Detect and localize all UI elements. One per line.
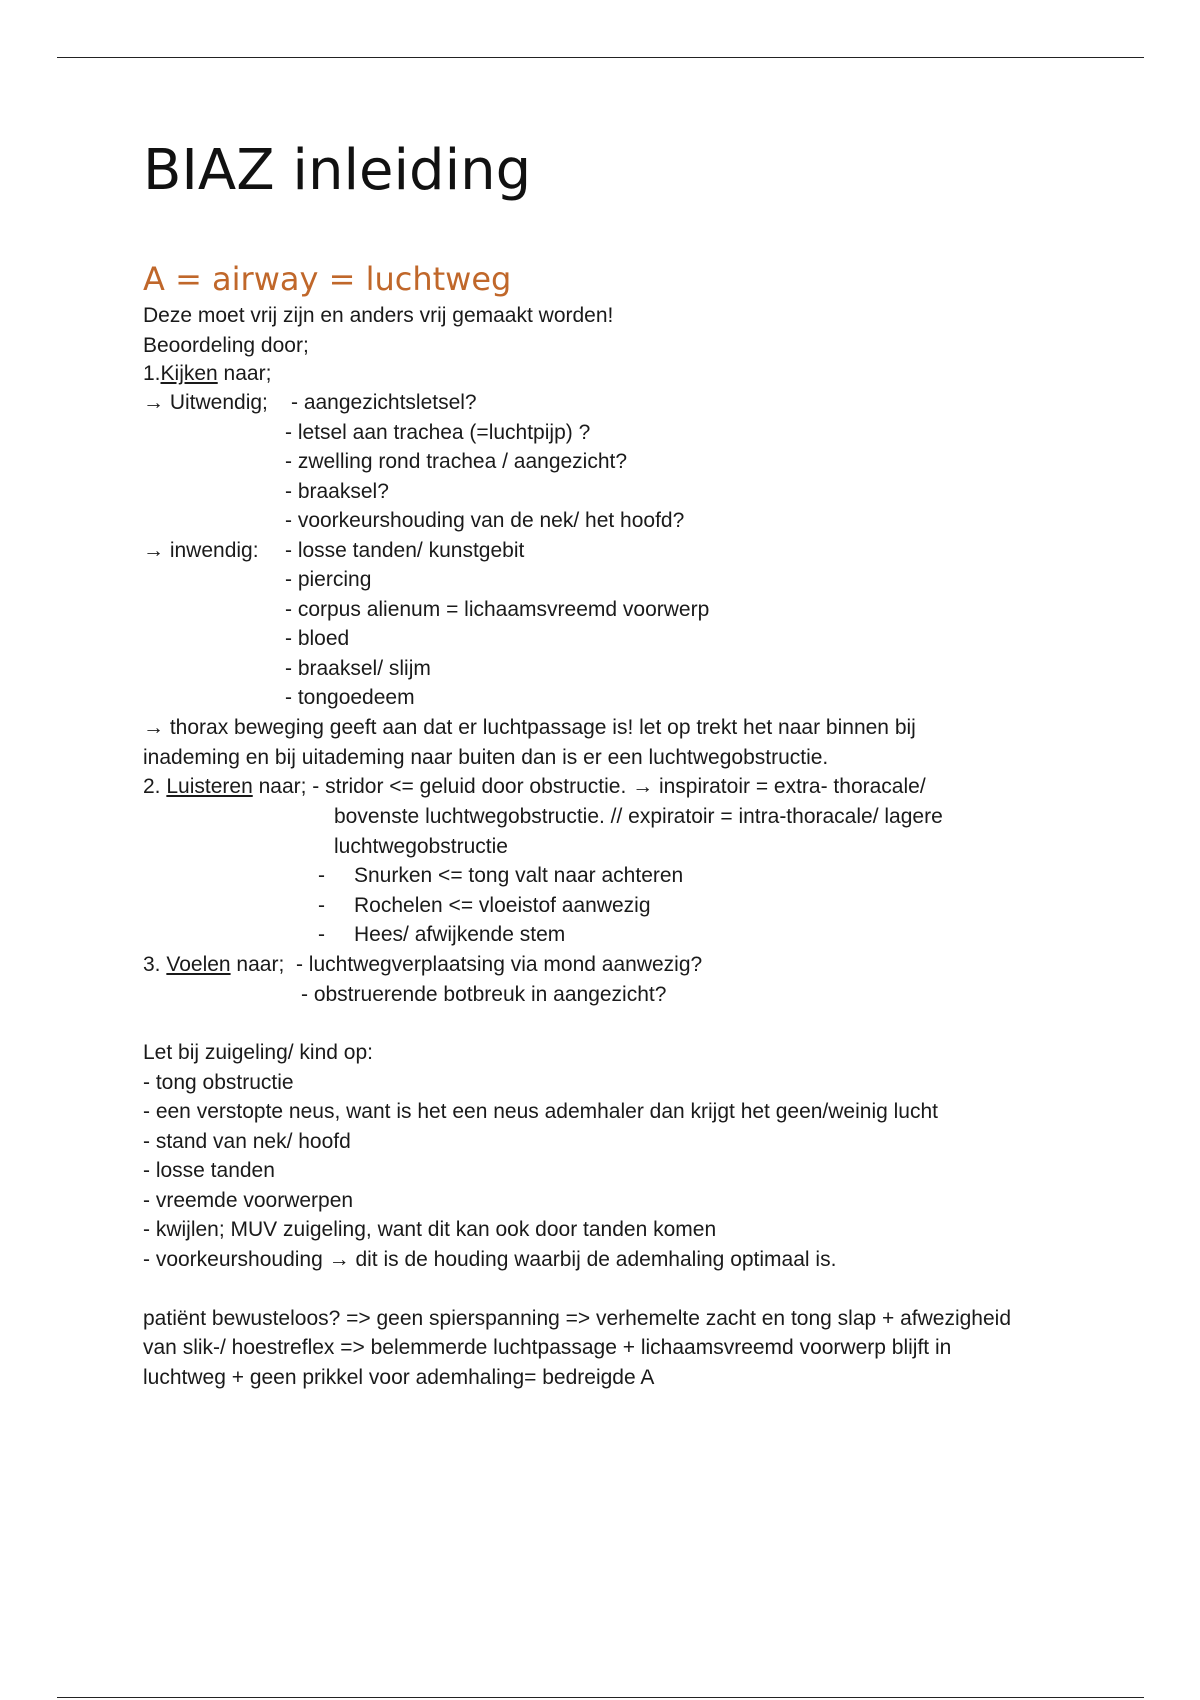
voelen-line xyxy=(143,952,702,978)
list-item: - voorkeurshouding → dit is de houding waarbij de ademhaling optimaal is. xyxy=(143,1248,837,1271)
thorax-line: inademing en bij uitademing naar buiten dan is er een luchtwegobstructie. xyxy=(143,746,829,769)
luisteren-cont: bovenste luchtwegobstructie. // expiratoir = intra-thoracale/ lagere xyxy=(334,805,943,828)
list-item: - voorkeurshouding van de nek/ het hoofd? xyxy=(285,509,685,532)
luisteren-cont: luchtwegobstructie xyxy=(334,835,508,858)
list-item: - braaksel? xyxy=(285,480,389,503)
list-item: - losse tanden xyxy=(143,1159,275,1182)
intro-line: Deze moet vrij zijn en anders vrij gemaakt worden! xyxy=(143,304,614,327)
list-item: - tongoedeem xyxy=(285,686,415,709)
voelen-cont: - obstruerende botbreuk in aangezicht? xyxy=(301,983,667,1006)
list-item: - braaksel/ slijm xyxy=(285,657,431,680)
top-rule xyxy=(57,57,1144,58)
list-item: Snurken <= tong valt naar achteren xyxy=(354,864,684,887)
intro-line: Beoordeling door; xyxy=(143,334,309,357)
list-item: Hees/ afwijkende stem xyxy=(354,923,566,946)
thorax-line: → thorax beweging geeft aan dat er luchtpassage is! let op trekt het naar binnen bij xyxy=(143,716,916,739)
voelen-word: Voelen xyxy=(166,953,231,976)
list-item: - tong obstructie xyxy=(143,1071,294,1094)
bullet-dash: - xyxy=(318,864,325,887)
section-heading: A = airway = luchtweg xyxy=(143,260,512,298)
kijken-suffix: naar; xyxy=(217,362,272,385)
list-item: - zwelling rond trachea / aangezicht? xyxy=(285,450,628,473)
bewusteloos-line: van slik-/ hoestreflex => belemmerde luchtpassage + lichaamsvreemd voorwerp blijft in xyxy=(143,1336,952,1359)
voelen-suffix: naar; - luchtwegverplaatsing via mond aanwezig? xyxy=(230,953,703,976)
list-item: - losse tanden/ kunstgebit xyxy=(285,539,525,562)
luisteren-suffix: naar; - stridor <= geluid door obstructie. → inspiratoir = extra- thoracale/ xyxy=(252,775,926,798)
kijken-line xyxy=(143,361,271,387)
list-item: Rochelen <= vloeistof aanwezig xyxy=(354,894,651,917)
luisteren-word: Luisteren xyxy=(166,775,253,798)
list-item: - kwijlen; MUV zuigeling, want dit kan ook door tanden komen xyxy=(143,1218,717,1241)
inwendig-label: → inwendig: xyxy=(143,539,259,562)
kind-header: Let bij zuigeling/ kind op: xyxy=(143,1041,373,1064)
list-item: - stand van nek/ hoofd xyxy=(143,1130,351,1153)
bewusteloos-line: patiënt bewusteloos? => geen spierspanning => verhemelte zacht en tong slap + afwezigheid xyxy=(143,1307,1012,1330)
list-number: 2. xyxy=(143,775,161,798)
luisteren-line xyxy=(143,774,926,800)
list-number: 1. xyxy=(143,362,161,385)
list-item: - corpus alienum = lichaamsvreemd voorwerp xyxy=(285,598,710,621)
list-item: - bloed xyxy=(285,627,350,650)
uitwendig-label: → Uitwendig; xyxy=(143,391,268,414)
bottom-rule xyxy=(57,1697,1144,1698)
list-item: - piercing xyxy=(285,568,372,591)
page-title: BIAZ inleiding xyxy=(143,138,532,203)
bullet-dash: - xyxy=(318,894,325,917)
kijken-word: Kijken xyxy=(160,362,218,385)
bewusteloos-line: luchtweg + geen prikkel voor ademhaling= bedreigde A xyxy=(143,1366,655,1389)
list-item: - vreemde voorwerpen xyxy=(143,1189,354,1212)
list-number: 3. xyxy=(143,953,161,976)
list-item: - letsel aan trachea (=luchtpijp) ? xyxy=(285,421,591,444)
bullet-dash: - xyxy=(318,923,325,946)
list-item: - een verstopte neus, want is het een neus ademhaler dan krijgt het geen/weinig lucht xyxy=(143,1100,938,1123)
list-item: - aangezichtsletsel? xyxy=(291,391,477,414)
